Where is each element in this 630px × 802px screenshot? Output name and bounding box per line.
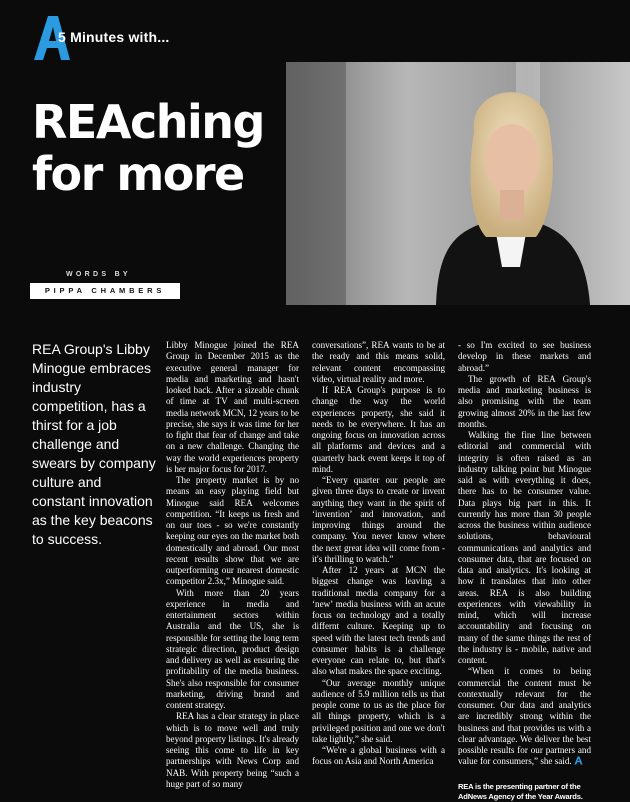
paragraph: If REA Group's purpose is to change the way the world experiences property, she said it needs to be everywhere. It has an ongoing focus on innovation across all platforms and devices and a quarterly hack event keeps it top of mind. <box>312 385 445 474</box>
article-column-1 <box>166 340 299 790</box>
headline-line-1: REAching <box>32 95 264 149</box>
paragraph: “We're a global business with a focus on Asia and North America <box>312 745 445 767</box>
paragraph: - so I'm excited to see business develop in these markets and abroad.” <box>458 340 591 373</box>
paragraph: Walking the fine line between editorial and commercial with integrity is often raised as an industry talking point but Minogue said as with everything it does, there has to be consumer value. Data plays big part in this. It currently has more than 30 people across the business within audience solutions, behavioural communications and analytics and consumer data, that are focused on data and analytics. It's looking at how it translates that into other areas. REA is also building experiences with viewability in mind, which will increase accountability and focusing on many of the same things the rest of the industry is - mobile, native and content. <box>458 430 591 665</box>
byline-label: WORDS BY <box>66 271 131 278</box>
paragraph: The property market is by no means an easy playing field but Minogue said REA welcomes competition. “It keeps us fresh and on our toes - so we're constantly keeping our eyes on the market both domestically and abroad. Our most recent results show that we are outperforming our nearest domestic competitor 2.3x,” Minogue said. <box>166 475 299 587</box>
paragraph: After 12 years at MCN the biggest change was leaving a traditional media company for a ‘new’ media business with an acute focus on technology and a totally differnt culture. Keeping up to speed with the latest tech trends and consumer habits is a challenge everyone can relate to, but that's also what makes the space exciting. <box>312 565 445 677</box>
paragraph: REA has a clear strategy in place which is to move well and truly beyond property listings. It's already seeing this come to life in key partnerships with News Corp and NAB. With property being “such a huge part of so many <box>166 711 299 789</box>
letter-a-end-mark-icon <box>574 756 583 765</box>
paragraph: conversations”, REA wants to be at the ready and this means solid, relevant content encompassing video, virtual reality and more. <box>312 340 445 384</box>
paragraph: “Every quarter our people are given three days to create or invent anything they want in the spirit of ‘invention’ and innovation, and improving things around the company. You never know where the next great idea will come from - it's thrilling to watch.” <box>312 475 445 564</box>
standfirst: REA Group's Libby Minogue embraces industry competition, has a thirst for a job challenge and swears by company culture and constant innovation as the key beacons to success. <box>32 341 156 547</box>
headline <box>32 96 282 200</box>
paragraph: “Our average monthly unique audience of 5.9 million tells us that people come to us as the place for all things property, which is a privileged position and one we don't take lightly,” she said. <box>312 677 445 744</box>
section-label: 5 Minutes with... <box>58 29 170 45</box>
paragraph: Libby Minogue joined the REA Group in December 2015 as the executive general manager for media and marketing and hasn't looked back. After a sizeable chunk of time at TV and multi-screen media network MCN, 12 years to be precise, she says it was time for her to fight that fear of change and take on a new challenge. Changing the way the world experiences property is her major focus for 2017. <box>166 340 299 474</box>
sponsor-credit: REA is the presenting partner of the AdNews Agency of the Year Awards. <box>458 781 583 801</box>
portrait-photo <box>286 62 630 305</box>
byline-author: PIPPA CHAMBERS <box>30 283 180 299</box>
final-paragraph-text: “When it comes to being commercial the content must be contextually relevant for the consumer. Our data and analytics are incredibly strong within the business and that provides us with a clear advantage. We deliver the best possible results for our partners and value for consumers,” she said. <box>458 666 591 767</box>
paragraph: The growth of REA Group's media and marketing business is also promising with the team growing almost 20% in the last few months. <box>458 373 591 429</box>
article-column-2 <box>312 340 445 768</box>
paragraph-final <box>458 666 591 767</box>
headline-line-2: for more <box>32 147 244 201</box>
article-column-3 <box>458 340 591 802</box>
paragraph: With more than 20 years experience in media and entertainment sectors within Australia and the US, she is responsible for setting the long term strategic direction, product design and delivery as well as ensuring the profitability of the media business. She's also responsible for consumer marketing, driving brand and content strategy. <box>166 587 299 710</box>
